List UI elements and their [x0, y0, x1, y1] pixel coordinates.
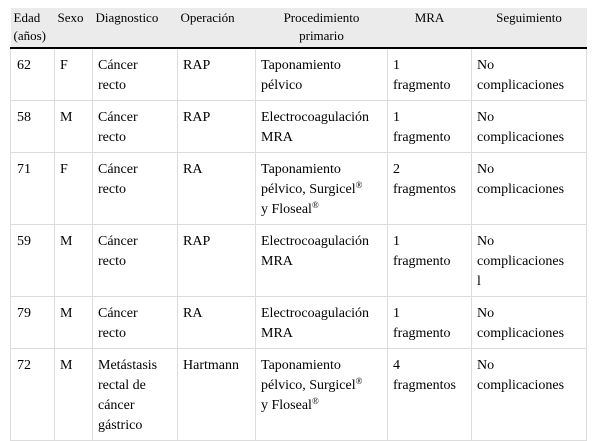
- cell-seguimiento: [472, 101, 587, 153]
- seguimiento-text: complicaciones: [477, 78, 565, 93]
- diagnostico-text: gástrico: [98, 418, 143, 433]
- cell-sexo: [55, 101, 93, 153]
- header-procedimiento-line2: primario: [299, 28, 344, 43]
- seguimiento-text: complicaciones: [477, 326, 565, 341]
- procedimiento-text: Taponamiento: [261, 58, 341, 73]
- mra-text: fragmento: [393, 78, 451, 93]
- cell-seguimiento: [472, 153, 587, 225]
- cell-sexo: [55, 225, 93, 297]
- seguimiento-text: complicaciones: [477, 378, 565, 393]
- sexo-text: M: [60, 110, 73, 125]
- cell-mra: [388, 101, 472, 153]
- registered-mark: ®: [311, 396, 319, 406]
- seguimiento-text: No: [477, 110, 495, 125]
- mra-text: fragmento: [393, 130, 451, 145]
- diagnostico-text: cáncer: [98, 398, 135, 413]
- mra-text: fragmento: [393, 326, 451, 341]
- mra-text: 1: [393, 234, 400, 249]
- cell-sexo: [55, 48, 93, 101]
- mra-text: fragmentos: [393, 182, 456, 197]
- mra-text: 4: [393, 358, 400, 373]
- header-edad: [11, 8, 55, 48]
- diagnostico-text: rectal de: [98, 378, 146, 393]
- diagnostico-text: recto: [98, 254, 126, 269]
- cell-diagnostico: [93, 153, 178, 225]
- seguimiento-text: No: [477, 306, 495, 321]
- procedimiento-text: pélvico: [261, 78, 303, 93]
- registered-mark: ®: [355, 376, 363, 386]
- table-header: [11, 8, 587, 48]
- procedimiento-text: y Floseal: [261, 398, 312, 413]
- cell-mra: [388, 349, 472, 441]
- registered-mark: ®: [311, 200, 319, 210]
- sexo-text: F: [60, 58, 68, 73]
- procedimiento-text: MRA: [261, 326, 293, 341]
- cell-operacion: [178, 297, 256, 349]
- mra-text: fragmentos: [393, 378, 456, 393]
- sexo-text: M: [60, 358, 73, 373]
- sexo-text: M: [60, 234, 73, 249]
- edad-text: 58: [17, 110, 31, 125]
- operacion-text: RA: [183, 162, 203, 177]
- seguimiento-text: l: [477, 274, 481, 289]
- table-body: [11, 48, 587, 441]
- cell-edad: [11, 349, 55, 441]
- diagnostico-text: recto: [98, 182, 126, 197]
- cell-diagnostico: [93, 48, 178, 101]
- cell-seguimiento: [472, 297, 587, 349]
- header-edad-line2: (años): [13, 28, 46, 43]
- operacion-text: Hartmann: [183, 358, 239, 373]
- mra-text: 1: [393, 306, 400, 321]
- cell-edad: [11, 101, 55, 153]
- procedimiento-text: Taponamiento: [261, 358, 341, 373]
- table-wrapper: [10, 8, 586, 441]
- procedimiento-text: Electrocoagulación: [261, 306, 370, 321]
- cell-operacion: [178, 101, 256, 153]
- table-row: [11, 225, 587, 297]
- seguimiento-text: complicaciones: [477, 130, 565, 145]
- seguimiento-text: No: [477, 234, 495, 249]
- table-row: [11, 297, 587, 349]
- diagnostico-text: Cáncer: [98, 58, 138, 73]
- cell-mra: [388, 153, 472, 225]
- seguimiento-text: No: [477, 358, 495, 373]
- cell-diagnostico: [93, 349, 178, 441]
- table-row: [11, 48, 587, 101]
- cell-edad: [11, 225, 55, 297]
- procedimiento-text: Taponamiento: [261, 162, 341, 177]
- cell-sexo: [55, 153, 93, 225]
- edad-text: 59: [17, 234, 31, 249]
- cell-operacion: [178, 225, 256, 297]
- table-row: [11, 153, 587, 225]
- sexo-text: F: [60, 162, 68, 177]
- mra-text: 1: [393, 110, 400, 125]
- diagnostico-text: recto: [98, 326, 126, 341]
- sexo-text: M: [60, 306, 73, 321]
- cell-seguimiento: [472, 349, 587, 441]
- cell-sexo: [55, 349, 93, 441]
- mra-text: 1: [393, 58, 400, 73]
- operacion-text: RAP: [183, 58, 211, 73]
- patient-table: [10, 8, 587, 441]
- cell-seguimiento: [472, 48, 587, 101]
- operacion-text: RAP: [183, 110, 211, 125]
- seguimiento-text: No: [477, 58, 495, 73]
- cell-procedimiento: [256, 153, 388, 225]
- cell-edad: [11, 48, 55, 101]
- operacion-text: RAP: [183, 234, 211, 249]
- cell-mra: [388, 297, 472, 349]
- seguimiento-text: complicaciones: [477, 182, 565, 197]
- header-operacion: Operación: [178, 8, 256, 48]
- edad-text: 79: [17, 306, 31, 321]
- header-diagnostico: Diagnostico: [93, 8, 178, 48]
- diagnostico-text: Cáncer: [98, 306, 138, 321]
- cell-edad: [11, 153, 55, 225]
- procedimiento-text: Electrocoagulación: [261, 234, 370, 249]
- cell-mra: [388, 48, 472, 101]
- cell-procedimiento: [256, 297, 388, 349]
- diagnostico-text: Cáncer: [98, 234, 138, 249]
- procedimiento-text: MRA: [261, 130, 293, 145]
- cell-seguimiento: [472, 225, 587, 297]
- seguimiento-text: No: [477, 162, 495, 177]
- procedimiento-text: pélvico, Surgicel: [261, 182, 356, 197]
- cell-procedimiento: [256, 349, 388, 441]
- diagnostico-text: Cáncer: [98, 162, 138, 177]
- cell-procedimiento: [256, 101, 388, 153]
- cell-diagnostico: [93, 101, 178, 153]
- seguimiento-text: complicaciones: [477, 254, 565, 269]
- procedimiento-text: pélvico, Surgicel: [261, 378, 356, 393]
- diagnostico-text: Metástasis: [98, 358, 158, 373]
- cell-procedimiento: [256, 48, 388, 101]
- edad-text: 71: [17, 162, 31, 177]
- registered-mark: ®: [355, 180, 363, 190]
- header-mra: MRA: [388, 8, 472, 48]
- header-sexo: Sexo: [55, 8, 93, 48]
- header-edad-line1: Edad: [13, 10, 41, 25]
- header-procedimiento: [256, 8, 388, 48]
- header-row: [11, 8, 587, 48]
- mra-text: fragmento: [393, 254, 451, 269]
- procedimiento-text: Electrocoagulación: [261, 110, 370, 125]
- header-procedimiento-line1: Procedimiento: [283, 10, 360, 25]
- cell-diagnostico: [93, 297, 178, 349]
- edad-text: 72: [17, 358, 31, 373]
- procedimiento-text: MRA: [261, 254, 293, 269]
- cell-diagnostico: [93, 225, 178, 297]
- procedimiento-text: y Floseal: [261, 202, 312, 217]
- cell-operacion: [178, 48, 256, 101]
- cell-procedimiento: [256, 225, 388, 297]
- header-seguimiento: Seguimiento: [472, 8, 587, 48]
- diagnostico-text: recto: [98, 130, 126, 145]
- diagnostico-text: recto: [98, 78, 126, 93]
- cell-edad: [11, 297, 55, 349]
- diagnostico-text: Cáncer: [98, 110, 138, 125]
- mra-text: 2: [393, 162, 400, 177]
- cell-operacion: [178, 153, 256, 225]
- cell-sexo: [55, 297, 93, 349]
- table-row: [11, 101, 587, 153]
- cell-mra: [388, 225, 472, 297]
- cell-operacion: [178, 349, 256, 441]
- operacion-text: RA: [183, 306, 203, 321]
- edad-text: 62: [17, 58, 31, 73]
- table-row: [11, 349, 587, 441]
